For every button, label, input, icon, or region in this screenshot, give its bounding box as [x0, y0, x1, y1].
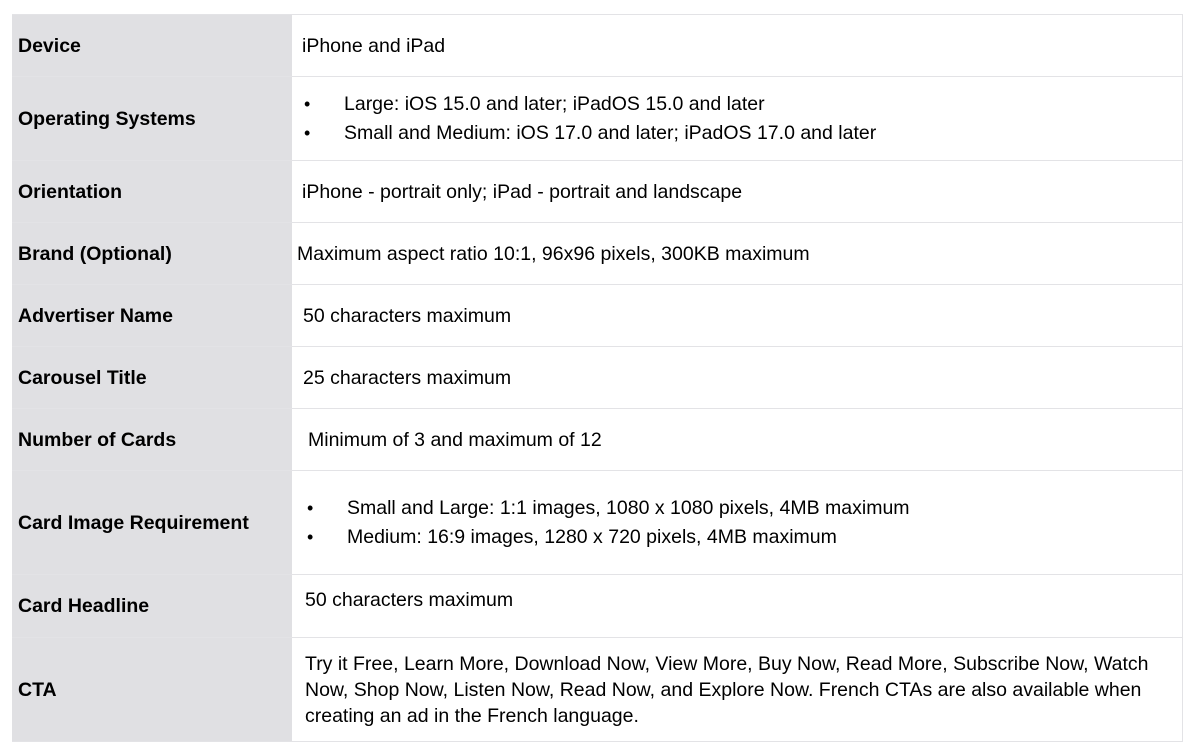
list-item: • Medium: 16:9 images, 1280 x 720 pixels, 4MB maximum — [305, 523, 1182, 552]
row-value: 50 characters maximum — [303, 304, 512, 327]
table-row-carousel-title — [12, 347, 1183, 409]
table-row-number-of-cards — [12, 409, 1183, 471]
table-row-device — [12, 15, 1183, 77]
row-value: iPhone and iPad — [302, 34, 446, 57]
table-row-card-image-requirement — [12, 471, 1183, 575]
row-label: Orientation — [12, 161, 292, 223]
row-value: Minimum of 3 and maximum of 12 — [308, 428, 602, 451]
table-row-advertiser-name — [12, 285, 1183, 347]
table-row-card-headline — [12, 575, 1183, 638]
row-label: Card Headline — [12, 575, 292, 638]
table-row-brand — [12, 223, 1183, 285]
row-value: 50 characters maximum — [305, 589, 514, 611]
bullet-list — [302, 90, 1182, 148]
list-item: • Small and Medium: iOS 17.0 and later; iPadOS 17.0 and later — [302, 119, 1182, 148]
row-label: Number of Cards — [12, 409, 292, 471]
row-value: iPhone - portrait only; iPad - portrait and landscape — [302, 180, 743, 203]
row-label: Card Image Requirement — [12, 471, 292, 575]
bullet-list — [305, 494, 1182, 552]
row-value: 25 characters maximum — [303, 366, 512, 389]
row-label: Device — [12, 15, 292, 77]
row-label: Operating Systems — [12, 77, 292, 161]
row-label: CTA — [12, 638, 292, 742]
spec-table — [12, 14, 1183, 742]
row-label: Advertiser Name — [12, 285, 292, 347]
table-row-orientation — [12, 161, 1183, 223]
row-label: Brand (Optional) — [12, 223, 292, 285]
row-value: Maximum aspect ratio 10:1, 96x96 pixels, 300KB maximum — [297, 242, 810, 265]
table-row-operating-systems — [12, 77, 1183, 161]
row-label: Carousel Title — [12, 347, 292, 409]
row-value: Try it Free, Learn More, Download Now, View More, Buy Now, Read More, Subscribe Now, Watch Now, Shop Now, Listen Now, Read Now, and Explore Now. French CTAs are also available when creating an ad in the French language. — [305, 652, 1149, 727]
list-item: • Large: iOS 15.0 and later; iPadOS 15.0 and later — [302, 90, 1182, 119]
table-row-cta — [12, 638, 1183, 742]
list-item: • Small and Large: 1:1 images, 1080 x 1080 pixels, 4MB maximum — [305, 494, 1182, 523]
